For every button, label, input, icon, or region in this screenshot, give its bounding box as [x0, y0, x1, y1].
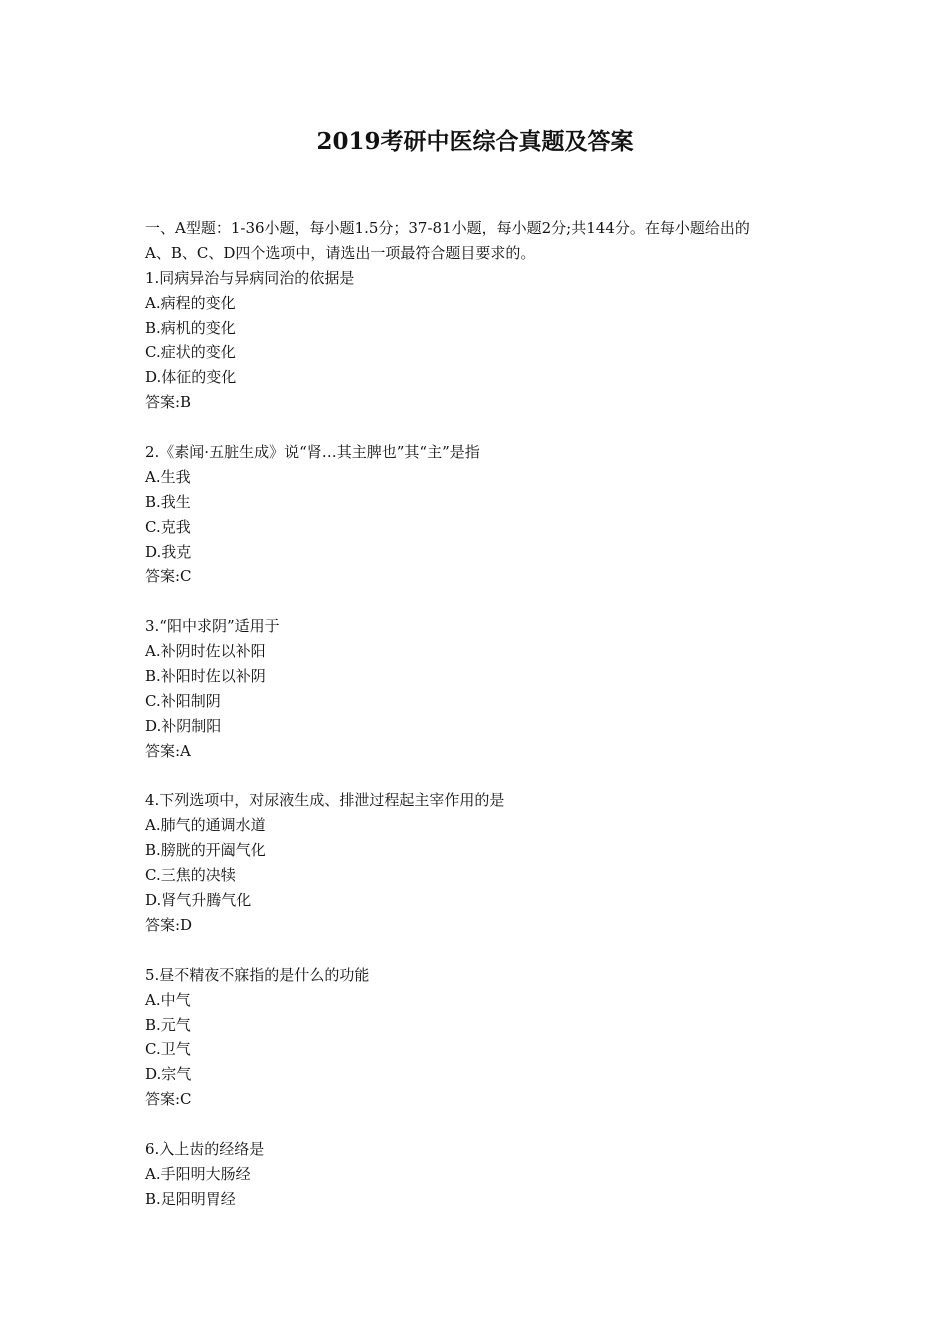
question-option: A.肺气的通调水道: [145, 816, 266, 835]
spacer: [145, 764, 825, 789]
spacer: [145, 938, 825, 963]
question-answer: 答案:C: [145, 567, 192, 586]
question-option: A.中气: [145, 990, 191, 1009]
instruction-line: 一、A型题：1-36小题，每小题1.5分；37-81小题，每小题2分;共144分。在每小题给出的: [145, 219, 750, 237]
question-option: C.克我: [145, 517, 191, 536]
question-option: B.足阳明胃经: [145, 1189, 236, 1208]
question-answer: 答案:D: [145, 915, 193, 934]
question-option: D.体征的变化: [145, 368, 237, 387]
question-option: A.补阴时佐以补阳: [145, 642, 266, 661]
question-block: [145, 788, 825, 937]
question-option: A.病程的变化: [145, 293, 236, 312]
question-stem: 6.入上齿的经络是: [145, 1139, 265, 1158]
spacer: [145, 1112, 825, 1137]
question-option: C.补阳制阴: [145, 691, 221, 710]
question-block: [145, 963, 825, 1112]
question-answer: 答案:B: [145, 393, 192, 412]
question-option: D.我克: [145, 542, 192, 561]
question-stem: 1.同病异治与异病同治的依据是: [145, 268, 355, 287]
question-stem: 2.《素闻·五脏生成》说“肾…其主脾也”其“主”是指: [145, 443, 480, 462]
document-body: [145, 216, 825, 1212]
question-option: D.宗气: [145, 1065, 192, 1084]
question-answer: 答案:C: [145, 1090, 192, 1109]
question-option: B.我生: [145, 492, 191, 511]
question-answer: 答案:A: [145, 741, 191, 760]
question-option: C.症状的变化: [145, 343, 236, 362]
question-option: B.膀胱的开阖气化: [145, 841, 266, 860]
spacer: [145, 589, 825, 614]
question-option: C.三焦的决犊: [145, 866, 236, 885]
question-block: [145, 440, 825, 589]
question-option: B.补阳时佐以补阴: [145, 667, 266, 686]
page-title: 2019考研中医综合真题及答案: [316, 128, 634, 155]
spacer: [145, 415, 825, 440]
question-stem: 4.下列选项中，对尿液生成、排泄过程起主宰作用的是: [145, 791, 505, 810]
question-option: D.补阴制阳: [145, 716, 222, 735]
question-block: [145, 266, 825, 415]
question-block: [145, 614, 825, 763]
question-option: D.肾气升腾气化: [145, 891, 252, 910]
instruction-line: A、B、C、D四个选项中，请选出一项最符合题目要求的。: [145, 243, 536, 262]
question-option: A.生我: [145, 467, 191, 486]
question-option: B.元气: [145, 1015, 191, 1034]
question-stem: 5.昼不精夜不寐指的是什么的功能: [145, 965, 370, 984]
question-stem: 3.“阳中求阴”适用于: [145, 617, 280, 636]
question-option: C.卫气: [145, 1040, 191, 1059]
question-option: A.手阳明大肠经: [145, 1164, 251, 1183]
question-option: B.病机的变化: [145, 318, 236, 337]
question-block: [145, 1137, 825, 1212]
